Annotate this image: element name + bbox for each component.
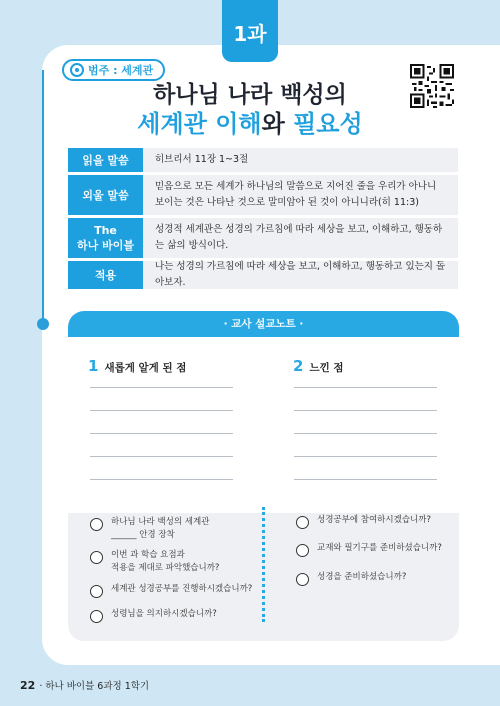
info-label: 읽을 말씀 bbox=[68, 148, 143, 172]
checklist-item[interactable] bbox=[90, 516, 209, 542]
title-highlight-2: 필요성 bbox=[293, 110, 363, 138]
notes-heading: · 교사 설교노트 · bbox=[68, 311, 459, 337]
title-highlight-1: 세계관 이해 bbox=[137, 110, 262, 138]
write-line[interactable] bbox=[90, 456, 233, 457]
info-row-reading bbox=[68, 148, 458, 172]
checkbox-circle[interactable] bbox=[296, 544, 309, 557]
category-label: 범주 : 세계관 bbox=[88, 64, 154, 77]
footer-text: · 하나 바이블 6과정 1학기 bbox=[39, 681, 150, 692]
info-row-summary bbox=[68, 218, 458, 258]
write-line[interactable] bbox=[90, 433, 233, 434]
col2-number: 2 bbox=[293, 357, 304, 375]
checkbox-circle[interactable] bbox=[90, 610, 103, 623]
write-line[interactable] bbox=[90, 410, 233, 411]
write-line[interactable] bbox=[294, 456, 437, 457]
checkbox-circle[interactable] bbox=[90, 551, 103, 564]
info-value: 믿음으로 모든 세계가 하나님의 말씀으로 지어진 줄을 우리가 아나니 보이는 것은 나타난 것으로 말미암아 된 것이 아니니라(히 11:3) bbox=[143, 175, 458, 215]
info-label: 적용 bbox=[68, 261, 143, 289]
checklist-text: 세계관 성경공부를 진행하시겠습니까? bbox=[111, 584, 253, 594]
checkbox-circle[interactable] bbox=[90, 585, 103, 598]
info-row-memory bbox=[68, 175, 458, 215]
checklist-item[interactable] bbox=[296, 514, 431, 529]
notes-col2-heading bbox=[293, 357, 344, 375]
checklist-item[interactable] bbox=[90, 608, 217, 623]
write-line[interactable] bbox=[90, 479, 233, 480]
notes-col1-heading bbox=[88, 357, 186, 375]
info-row-apply bbox=[68, 261, 458, 289]
checklist-item[interactable] bbox=[296, 542, 442, 557]
col2-title: 느낀 점 bbox=[309, 362, 344, 374]
checkbox-circle[interactable] bbox=[296, 516, 309, 529]
write-line[interactable] bbox=[294, 387, 437, 388]
write-line[interactable] bbox=[90, 387, 233, 388]
checklist-text: 성경공부에 참여하시겠습니까? bbox=[317, 515, 431, 525]
lesson-info-table bbox=[68, 148, 458, 292]
page-title-line1: 하나님 나라 백성의 bbox=[153, 82, 347, 108]
info-value: 히브리서 11장 1~3절 bbox=[143, 148, 458, 172]
info-label: 외울 말씀 bbox=[68, 175, 143, 215]
left-accent-dot bbox=[37, 318, 49, 330]
checklist-item[interactable] bbox=[296, 571, 406, 586]
page-footer bbox=[20, 678, 149, 692]
write-line[interactable] bbox=[294, 479, 437, 480]
page-number: 22 bbox=[20, 679, 36, 692]
col1-number: 1 bbox=[88, 357, 99, 375]
info-value: 성경적 세계관은 성경의 가르침에 따라 세상을 보고, 이해하고, 행동하는 삶의 방식이다. bbox=[143, 218, 458, 258]
qr-code-icon[interactable] bbox=[410, 64, 454, 108]
checklist-item[interactable] bbox=[90, 583, 252, 598]
teacher-notes-panel bbox=[68, 311, 459, 641]
checklist-text: 성령님을 의지하시겠습니까? bbox=[111, 609, 217, 619]
page-title-line2 bbox=[0, 104, 500, 139]
column-separator bbox=[262, 507, 265, 622]
checklist-text: 교재와 필기구를 준비하셨습니까? bbox=[317, 543, 442, 553]
title-mid: 와 bbox=[261, 110, 294, 138]
col1-title: 새롭게 알게 된 점 bbox=[104, 362, 187, 374]
notes-writing-area bbox=[68, 337, 459, 513]
eye-icon bbox=[70, 63, 84, 77]
lesson-tab: 1과 bbox=[222, 0, 278, 62]
checklist-item[interactable] bbox=[90, 549, 219, 575]
checklist-text: 하나님 나라 백성의 세계관 ______ 안경 장착 bbox=[111, 517, 210, 540]
write-line[interactable] bbox=[294, 410, 437, 411]
checkbox-circle[interactable] bbox=[296, 573, 309, 586]
info-value: 나는 성경의 가르침에 따라 세상을 보고, 이해하고, 행동하고 있는지 돌아보자. bbox=[143, 261, 458, 289]
checklist-text: 이번 과 학습 요점과 적용을 제대로 파악했습니까? bbox=[111, 550, 220, 573]
checkbox-circle[interactable] bbox=[90, 518, 103, 531]
info-label: The 하나 바이블 bbox=[68, 218, 143, 258]
checklist-text: 성경을 준비하셨습니까? bbox=[317, 572, 407, 582]
write-line[interactable] bbox=[294, 433, 437, 434]
